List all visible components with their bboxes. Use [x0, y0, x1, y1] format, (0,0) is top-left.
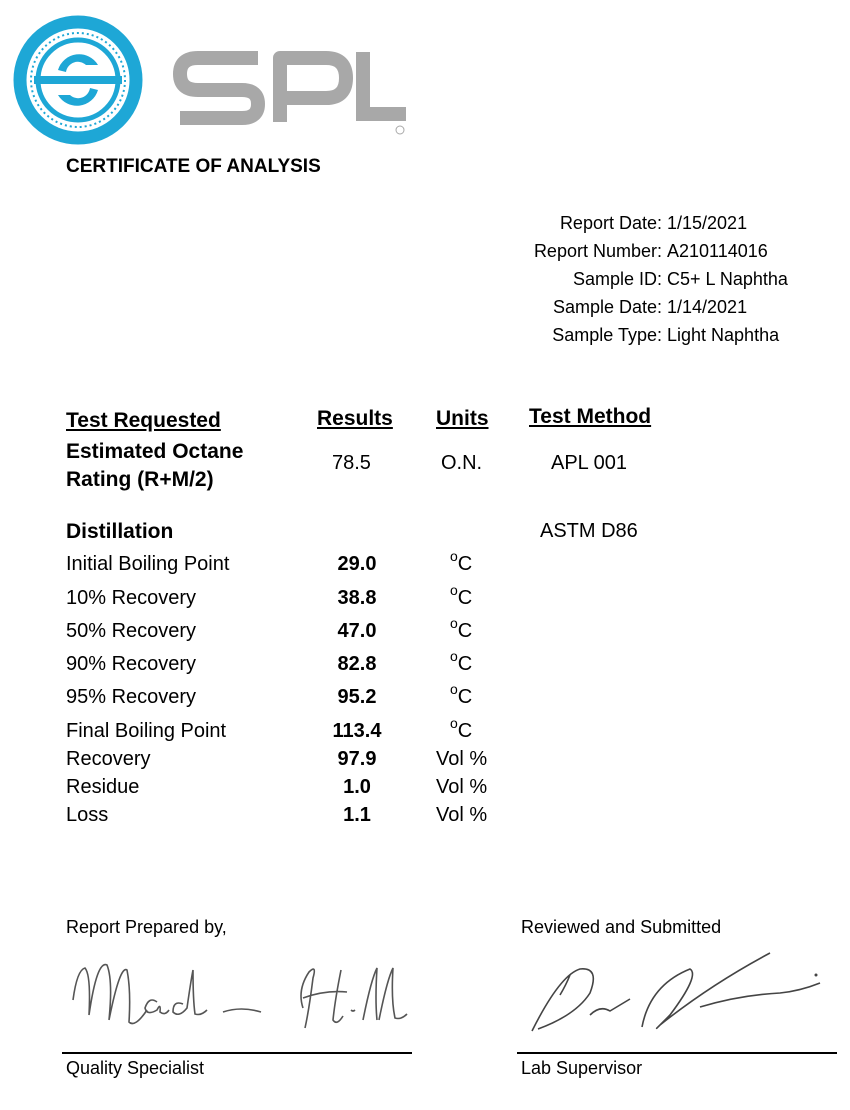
certificate-title: CERTIFICATE OF ANALYSIS — [66, 156, 321, 177]
result-loss: 1.1 — [343, 804, 371, 826]
row-label-initial-boiling-point: Initial Boiling Point — [66, 553, 230, 575]
distillation-label: Distillation — [66, 520, 174, 543]
row-label-final-boiling-point: Final Boiling Point — [66, 720, 227, 742]
logo-letter-p — [280, 58, 346, 122]
distillation-method: ASTM D86 — [540, 520, 638, 542]
prepared-signature-line — [62, 1052, 412, 1054]
unit-final-boiling-point: $^o$C — [450, 715, 473, 742]
header-results: Results — [317, 407, 393, 430]
unit-10-recovery: $^o$C — [450, 582, 473, 609]
result-10-recovery: 38.8 — [337, 587, 377, 609]
octane-label — [66, 438, 243, 494]
report-number-value: A210114016 — [667, 241, 768, 261]
reviewed-signature-line — [517, 1052, 837, 1054]
spl-logo — [8, 10, 408, 150]
result-residue: 1.0 — [343, 776, 371, 798]
reviewed-title: Lab Supervisor — [521, 1058, 643, 1078]
row-label-10-recovery: 10% Recovery — [66, 587, 197, 609]
unit-95-recovery: $^o$C — [450, 681, 473, 708]
reviewed-by-label: Reviewed and Submitted — [521, 917, 722, 937]
result-initial-boiling-point: 29.0 — [337, 553, 377, 575]
unit-initial-boiling-point: $^o$C — [450, 548, 473, 575]
row-label-90-recovery: 90% Recovery — [66, 653, 197, 675]
octane-result: 78.5 — [332, 452, 371, 474]
sample-date-row — [470, 297, 850, 325]
header-test-method: Test Method — [529, 405, 652, 428]
sample-type-value: Light Naphtha — [667, 325, 780, 345]
header-test-requested: Test Requested — [66, 409, 221, 432]
sample-type-row — [470, 325, 850, 353]
row-label-50-recovery: 50% Recovery — [66, 620, 197, 642]
row-label-residue: Residue — [66, 776, 140, 798]
sample-date-label: Sample Date: — [552, 297, 662, 317]
row-label-recovery: Recovery — [66, 748, 151, 770]
logo-letter-s — [180, 58, 258, 118]
sample-id-value: C5+ L Naphtha — [667, 269, 788, 289]
report-number-label: Report Number: — [533, 241, 662, 261]
unit-90-recovery: $^o$C — [450, 648, 473, 675]
unit-recovery: Vol % — [436, 748, 488, 770]
signature-madi-hill — [65, 950, 415, 1040]
report-date-label: Report Date: — [559, 213, 662, 233]
signature-supervisor — [520, 945, 830, 1045]
prepared-by-label: Report Prepared by, — [66, 917, 227, 937]
result-90-recovery: 82.8 — [337, 653, 377, 675]
result-final-boiling-point: 113.4 — [332, 720, 382, 742]
octane-label-line2: Rating (R+M/2) — [66, 468, 214, 491]
sample-date-value: 1/14/2021 — [667, 297, 748, 317]
unit-residue: Vol % — [436, 776, 488, 798]
octane-label-line1: Estimated Octane — [66, 440, 244, 463]
sample-id-row — [470, 269, 850, 297]
sample-type-label: Sample Type: — [552, 325, 662, 345]
row-label-loss: Loss — [66, 804, 109, 826]
octane-method: APL 001 — [551, 452, 627, 474]
result-recovery: 97.9 — [337, 748, 377, 770]
logo-ring-icon — [20, 22, 136, 138]
logo-letter-l — [363, 52, 406, 114]
unit-loss: Vol % — [436, 804, 488, 826]
report-date-row — [470, 213, 850, 241]
report-number-row — [470, 241, 850, 269]
sample-id-label: Sample ID: — [572, 269, 662, 289]
header-units: Units — [436, 407, 489, 430]
row-label-95-recovery: 95% Recovery — [66, 686, 197, 708]
prepared-title: Quality Specialist — [66, 1058, 205, 1078]
result-95-recovery: 95.2 — [337, 686, 377, 708]
report-date-value: 1/15/2021 — [667, 213, 748, 233]
unit-50-recovery: $^o$C — [450, 615, 473, 642]
octane-unit: O.N. — [441, 452, 483, 474]
result-50-recovery: 47.0 — [337, 620, 377, 642]
